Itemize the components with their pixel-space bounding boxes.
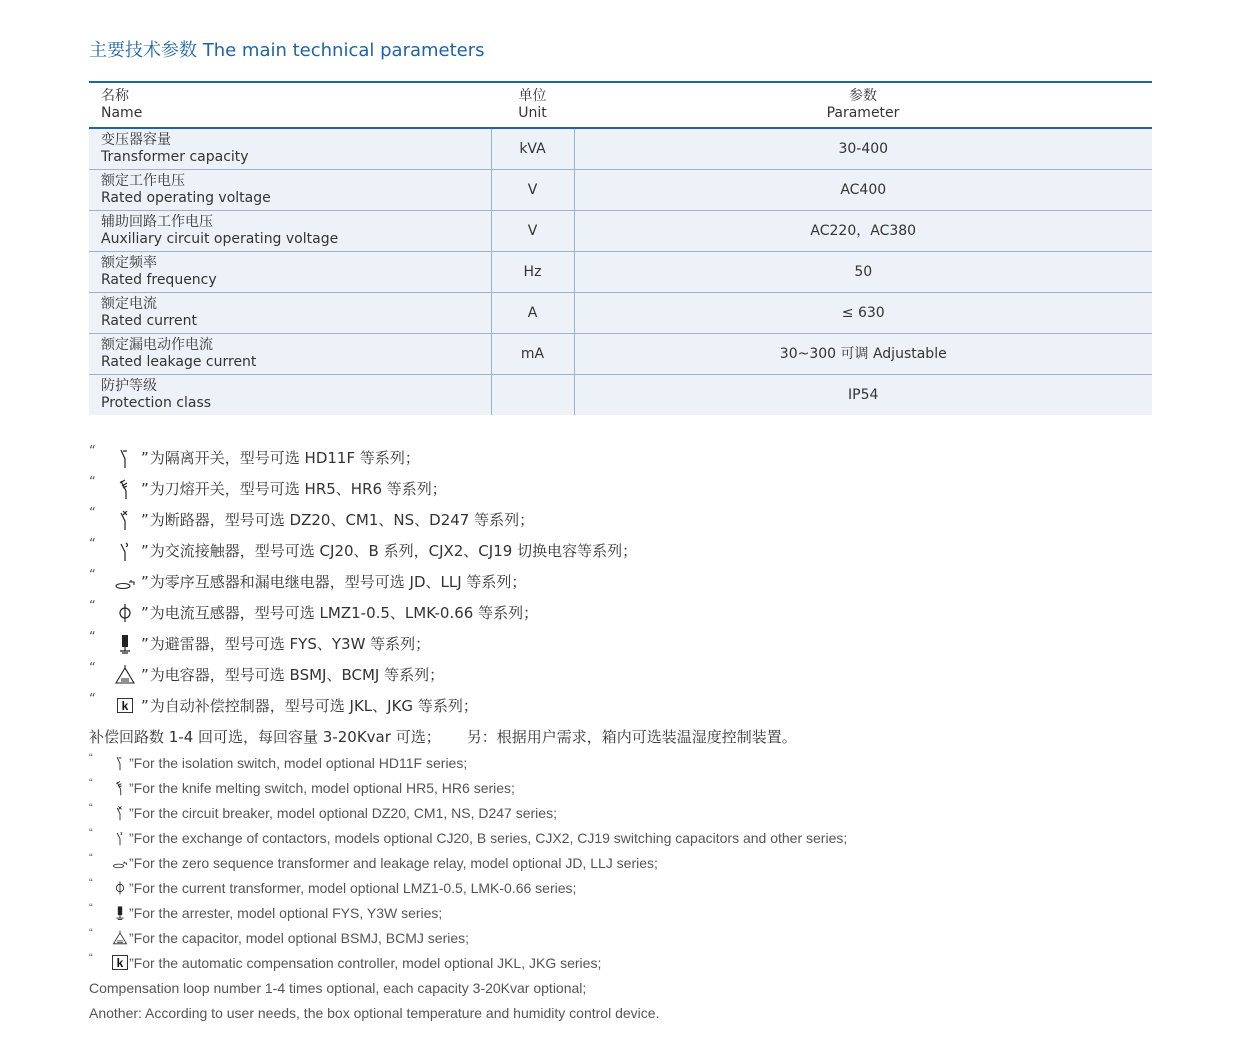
knife-fuse-switch-icon xyxy=(111,477,139,501)
note-text: 为刀熔开关，型号可选 HR5、HR6 等系列； xyxy=(149,480,447,498)
note-text: For the zero sequence transformer and leakage relay, model optional JD, LLJ series; xyxy=(133,854,658,871)
open-quote: “ xyxy=(89,901,93,914)
list-item xyxy=(89,628,1189,659)
note-text: For the isolation switch, model optional HD11F series; xyxy=(133,754,468,771)
close-quote: ” xyxy=(129,954,134,971)
open-quote: “ xyxy=(89,475,96,490)
open-quote: “ xyxy=(89,851,93,864)
open-quote: “ xyxy=(89,599,96,614)
isolation-switch-icon xyxy=(111,446,139,470)
note-text: For the knife melting switch, model optional HR5, HR6 series; xyxy=(133,779,515,796)
k-label: k xyxy=(112,955,128,970)
zero-sequence-transformer-icon xyxy=(111,852,129,874)
row-name-cn: 额定工作电压 xyxy=(101,173,185,189)
summary-cn-b: 另：根据用户需求，箱内可选装温湿度控制装置。 xyxy=(466,728,797,746)
close-quote: ” xyxy=(141,479,149,498)
row-unit: kVA xyxy=(491,128,574,170)
note-text: 为断路器，型号可选 DZ20、CM1、NS、D247 等系列； xyxy=(149,511,535,529)
close-quote: ” xyxy=(141,448,149,467)
parameters-table xyxy=(89,81,1152,415)
circuit-breaker-icon xyxy=(111,802,129,824)
table-row xyxy=(89,375,1152,416)
note-text: 为避雷器，型号可选 FYS、Y3W 等系列； xyxy=(149,635,431,653)
list-item xyxy=(89,597,1189,628)
header-name-en: Name xyxy=(101,105,143,121)
row-name-en: Rated leakage current xyxy=(101,354,257,370)
knife-fuse-switch-icon xyxy=(111,777,129,799)
list-item xyxy=(89,925,1189,950)
capacitor-icon xyxy=(111,927,129,949)
row-param: IP54 xyxy=(574,375,1152,416)
open-quote: “ xyxy=(89,751,93,764)
arrester-icon xyxy=(111,902,129,924)
k-label: k xyxy=(117,698,133,713)
list-item xyxy=(89,850,1189,875)
table-header-row xyxy=(89,82,1152,128)
list-item xyxy=(89,900,1189,925)
close-quote: ” xyxy=(129,754,134,771)
row-unit: mA xyxy=(491,334,574,375)
table-row xyxy=(89,170,1152,211)
row-name-cn: 防护等级 xyxy=(101,378,157,394)
close-quote: ” xyxy=(129,929,134,946)
header-name-cn: 名称 xyxy=(101,88,129,104)
header-unit xyxy=(491,82,574,128)
row-name-cn: 额定电流 xyxy=(101,296,157,312)
note-text: 为电容器，型号可选 BSMJ、BCMJ 等系列； xyxy=(149,666,445,684)
list-item xyxy=(89,750,1189,775)
header-param-cn: 参数 xyxy=(849,88,877,104)
zero-sequence-transformer-icon xyxy=(111,570,139,594)
row-param: AC400 xyxy=(574,170,1152,211)
note-text: 为自动补偿控制器，型号可选 JKL、JKG 等系列； xyxy=(149,697,478,715)
row-param: AC220，AC380 xyxy=(574,211,1152,252)
table-row xyxy=(89,252,1152,293)
contactor-icon xyxy=(111,539,139,563)
header-name xyxy=(89,82,491,128)
summary-en-b: Another: According to user needs, the box optional temperature and humidity control device. xyxy=(89,1004,660,1021)
row-unit: V xyxy=(491,211,574,252)
row-name-cn: 额定频率 xyxy=(101,255,157,271)
row-unit: Hz xyxy=(491,252,574,293)
table-row xyxy=(89,334,1152,375)
note-text: For the capacitor, model optional BSMJ, BCMJ series; xyxy=(133,929,470,946)
close-quote: ” xyxy=(129,879,134,896)
controller-k-icon xyxy=(111,694,139,718)
open-quote: “ xyxy=(89,630,96,645)
note-text: 为隔离开关，型号可选 HD11F 等系列； xyxy=(149,449,420,467)
row-param: ≤ 630 xyxy=(574,293,1152,334)
chinese-notes xyxy=(89,442,1189,752)
close-quote: ” xyxy=(141,696,149,715)
row-name-en: Auxiliary circuit operating voltage xyxy=(101,231,339,247)
close-quote: ” xyxy=(129,904,134,921)
open-quote: “ xyxy=(89,926,93,939)
list-item xyxy=(89,504,1189,535)
section-title: 主要技术参数 The main technical parameters xyxy=(89,40,485,61)
open-quote: “ xyxy=(89,826,93,839)
close-quote: ” xyxy=(141,572,149,591)
controller-k-icon xyxy=(111,952,129,974)
open-quote: “ xyxy=(89,506,96,521)
close-quote: ” xyxy=(129,854,134,871)
open-quote: “ xyxy=(89,951,93,964)
row-name-cn: 变压器容量 xyxy=(101,132,171,148)
list-item xyxy=(89,535,1189,566)
open-quote: “ xyxy=(89,444,96,459)
list-item xyxy=(89,659,1189,690)
list-item xyxy=(89,473,1189,504)
row-unit: V xyxy=(491,170,574,211)
row-param: 30~300 可调 Adjustable xyxy=(574,334,1152,375)
header-param-en: Parameter xyxy=(826,105,900,121)
note-text: For the exchange of contactors, models optional CJ20, B series, CJX2, CJ19 switching capacitors and other series; xyxy=(133,829,848,846)
close-quote: ” xyxy=(141,541,149,560)
table-row xyxy=(89,128,1152,170)
table-row xyxy=(89,211,1152,252)
note-text: 为零序互感器和漏电继电器，型号可选 JD、LLJ 等系列； xyxy=(149,573,527,591)
isolation-switch-icon xyxy=(111,752,129,774)
open-quote: “ xyxy=(89,776,93,789)
summary-cn-a: 补偿回路数 1-4 回可选，每回容量 3-20Kvar 可选； xyxy=(89,728,441,746)
english-notes xyxy=(89,750,1189,1025)
row-param: 50 xyxy=(574,252,1152,293)
close-quote: ” xyxy=(141,510,149,529)
note-text: For the current transformer, model optional LMZ1-0.5, LMK-0.66 series; xyxy=(133,879,577,896)
list-item xyxy=(89,825,1189,850)
row-name-en: Rated frequency xyxy=(101,272,217,288)
note-text: For the circuit breaker, model optional DZ20, CM1, NS, D247 series; xyxy=(133,804,557,821)
arrester-icon xyxy=(111,632,139,656)
open-quote: “ xyxy=(89,801,93,814)
summary-en-a: Compensation loop number 1-4 times optional, each capacity 3-20Kvar optional; xyxy=(89,979,587,996)
list-item xyxy=(89,690,1189,721)
note-text: For the automatic compensation controller, model optional JKL, JKG series; xyxy=(133,954,602,971)
note-text: 为电流互感器，型号可选 LMZ1-0.5、LMK-0.66 等系列； xyxy=(149,604,539,622)
table-row xyxy=(89,293,1152,334)
close-quote: ” xyxy=(141,634,149,653)
list-item xyxy=(89,800,1189,825)
current-transformer-icon xyxy=(111,601,139,625)
list-item xyxy=(89,950,1189,975)
capacitor-icon xyxy=(111,663,139,687)
open-quote: “ xyxy=(89,692,96,707)
note-text: 为交流接触器，型号可选 CJ20、B 系列，CJX2、CJ19 切换电容等系列； xyxy=(149,542,638,560)
header-unit-cn: 单位 xyxy=(518,88,547,104)
close-quote: ” xyxy=(129,804,134,821)
header-unit-en: Unit xyxy=(518,105,547,121)
list-item xyxy=(89,875,1189,900)
list-item xyxy=(89,442,1189,473)
current-transformer-icon xyxy=(111,877,129,899)
row-name-en: Rated current xyxy=(101,313,197,329)
open-quote: “ xyxy=(89,876,93,889)
row-unit: A xyxy=(491,293,574,334)
row-name-en: Protection class xyxy=(101,395,212,411)
close-quote: ” xyxy=(141,665,149,684)
open-quote: “ xyxy=(89,537,96,552)
note-text: For the arrester, model optional FYS, Y3W series; xyxy=(133,904,443,921)
close-quote: ” xyxy=(129,779,134,796)
close-quote: ” xyxy=(129,829,134,846)
open-quote: “ xyxy=(89,661,96,676)
row-param: 30-400 xyxy=(574,128,1152,170)
contactor-icon xyxy=(111,827,129,849)
list-item xyxy=(89,566,1189,597)
row-unit xyxy=(491,375,574,416)
header-parameter xyxy=(574,82,1152,128)
row-name-cn: 辅助回路工作电压 xyxy=(101,214,213,230)
row-name-en: Rated operating voltage xyxy=(101,190,271,206)
circuit-breaker-icon xyxy=(111,508,139,532)
close-quote: ” xyxy=(141,603,149,622)
list-item xyxy=(89,775,1189,800)
summary-cn xyxy=(89,721,1189,752)
row-name-cn: 额定漏电动作电流 xyxy=(101,337,213,353)
row-name-en: Transformer capacity xyxy=(101,149,249,165)
open-quote: “ xyxy=(89,568,96,583)
